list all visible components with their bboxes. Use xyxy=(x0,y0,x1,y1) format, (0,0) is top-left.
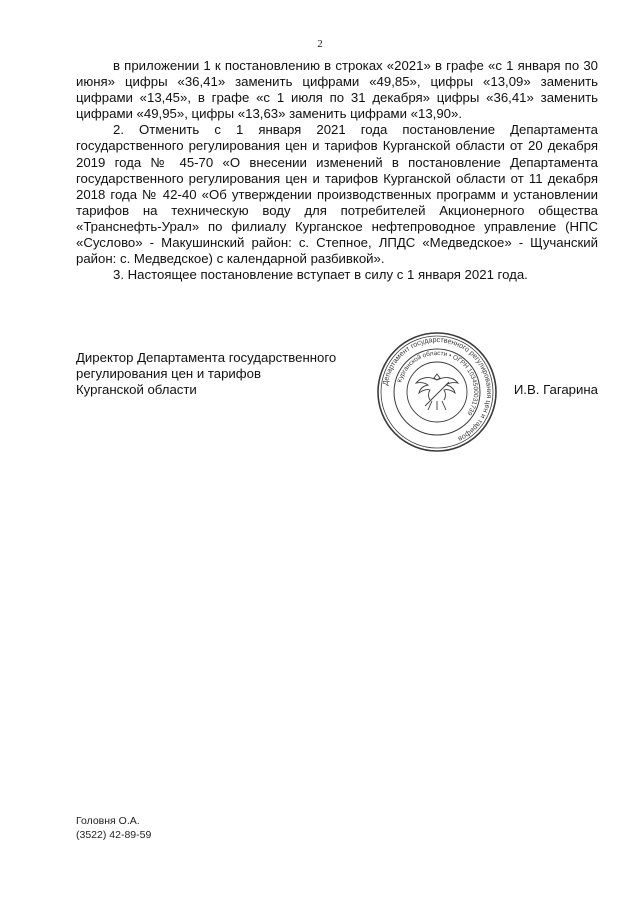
signer-title-line-2: регулирования цен и тарифов xyxy=(76,366,261,382)
footer xyxy=(76,814,151,842)
seal-ink xyxy=(378,333,496,451)
paragraph-3: 3. Настоящее постановление вступает в силу с 1 января 2021 года. xyxy=(113,267,528,283)
signature-block xyxy=(76,350,376,398)
official-seal-icon xyxy=(375,330,499,454)
eagle-emblem-icon xyxy=(416,374,458,410)
paragraph-2: 2. Отменить с 1 января 2021 года постановление Департамента государственного регулирования цен и тарифов Курганской области от 20 декабря 2019 года № 45-70 «О внесении изменений в постановление Департамента государственного регулирования цен и тарифов Курганской области от 11 декабря 2018 года № 42-40 «Об утверждении производственных программ и установлении тарифов на техническую воду для потребителей Акционерного общества «Транснефть-Урал» по филиалу Курганское нефтепроводное управление (НПС «Суслово» - Макушинский район: с. Степное, ЛПДС «Медведское» - Щучанский район: с. Медведское) с календарной разбивкой». xyxy=(76,122,598,267)
executor-name: Головня О.А. xyxy=(76,815,140,827)
signer-name: И.В. Гагарина xyxy=(513,382,598,397)
page-number: 2 xyxy=(317,38,323,50)
executor-phone: (3522) 42-89-59 xyxy=(76,829,152,841)
document-body xyxy=(76,58,598,283)
signer-title-line-3: Курганской области xyxy=(76,382,197,398)
paragraph-1: в приложении 1 к постановлению в строках «2021» в графе «с 1 января по 30 июня» цифры «36,41» заменить цифрами «49,85», цифры «13,09» заменить цифрами «13,45», в графе «с 1 июля по 31 декабря» цифры «36,41» заменить цифрами «49,95», цифры «13,63» заменить цифрами «13,90». xyxy=(76,58,598,122)
signer-title-line-1: Директор Департамента государственного xyxy=(76,350,337,365)
seal-outer-text: Департамент государственного регулирования цен и тарифов xyxy=(380,334,495,444)
seal-inner-text: Курганской области • ОГРН 1034500031739 xyxy=(396,349,480,417)
